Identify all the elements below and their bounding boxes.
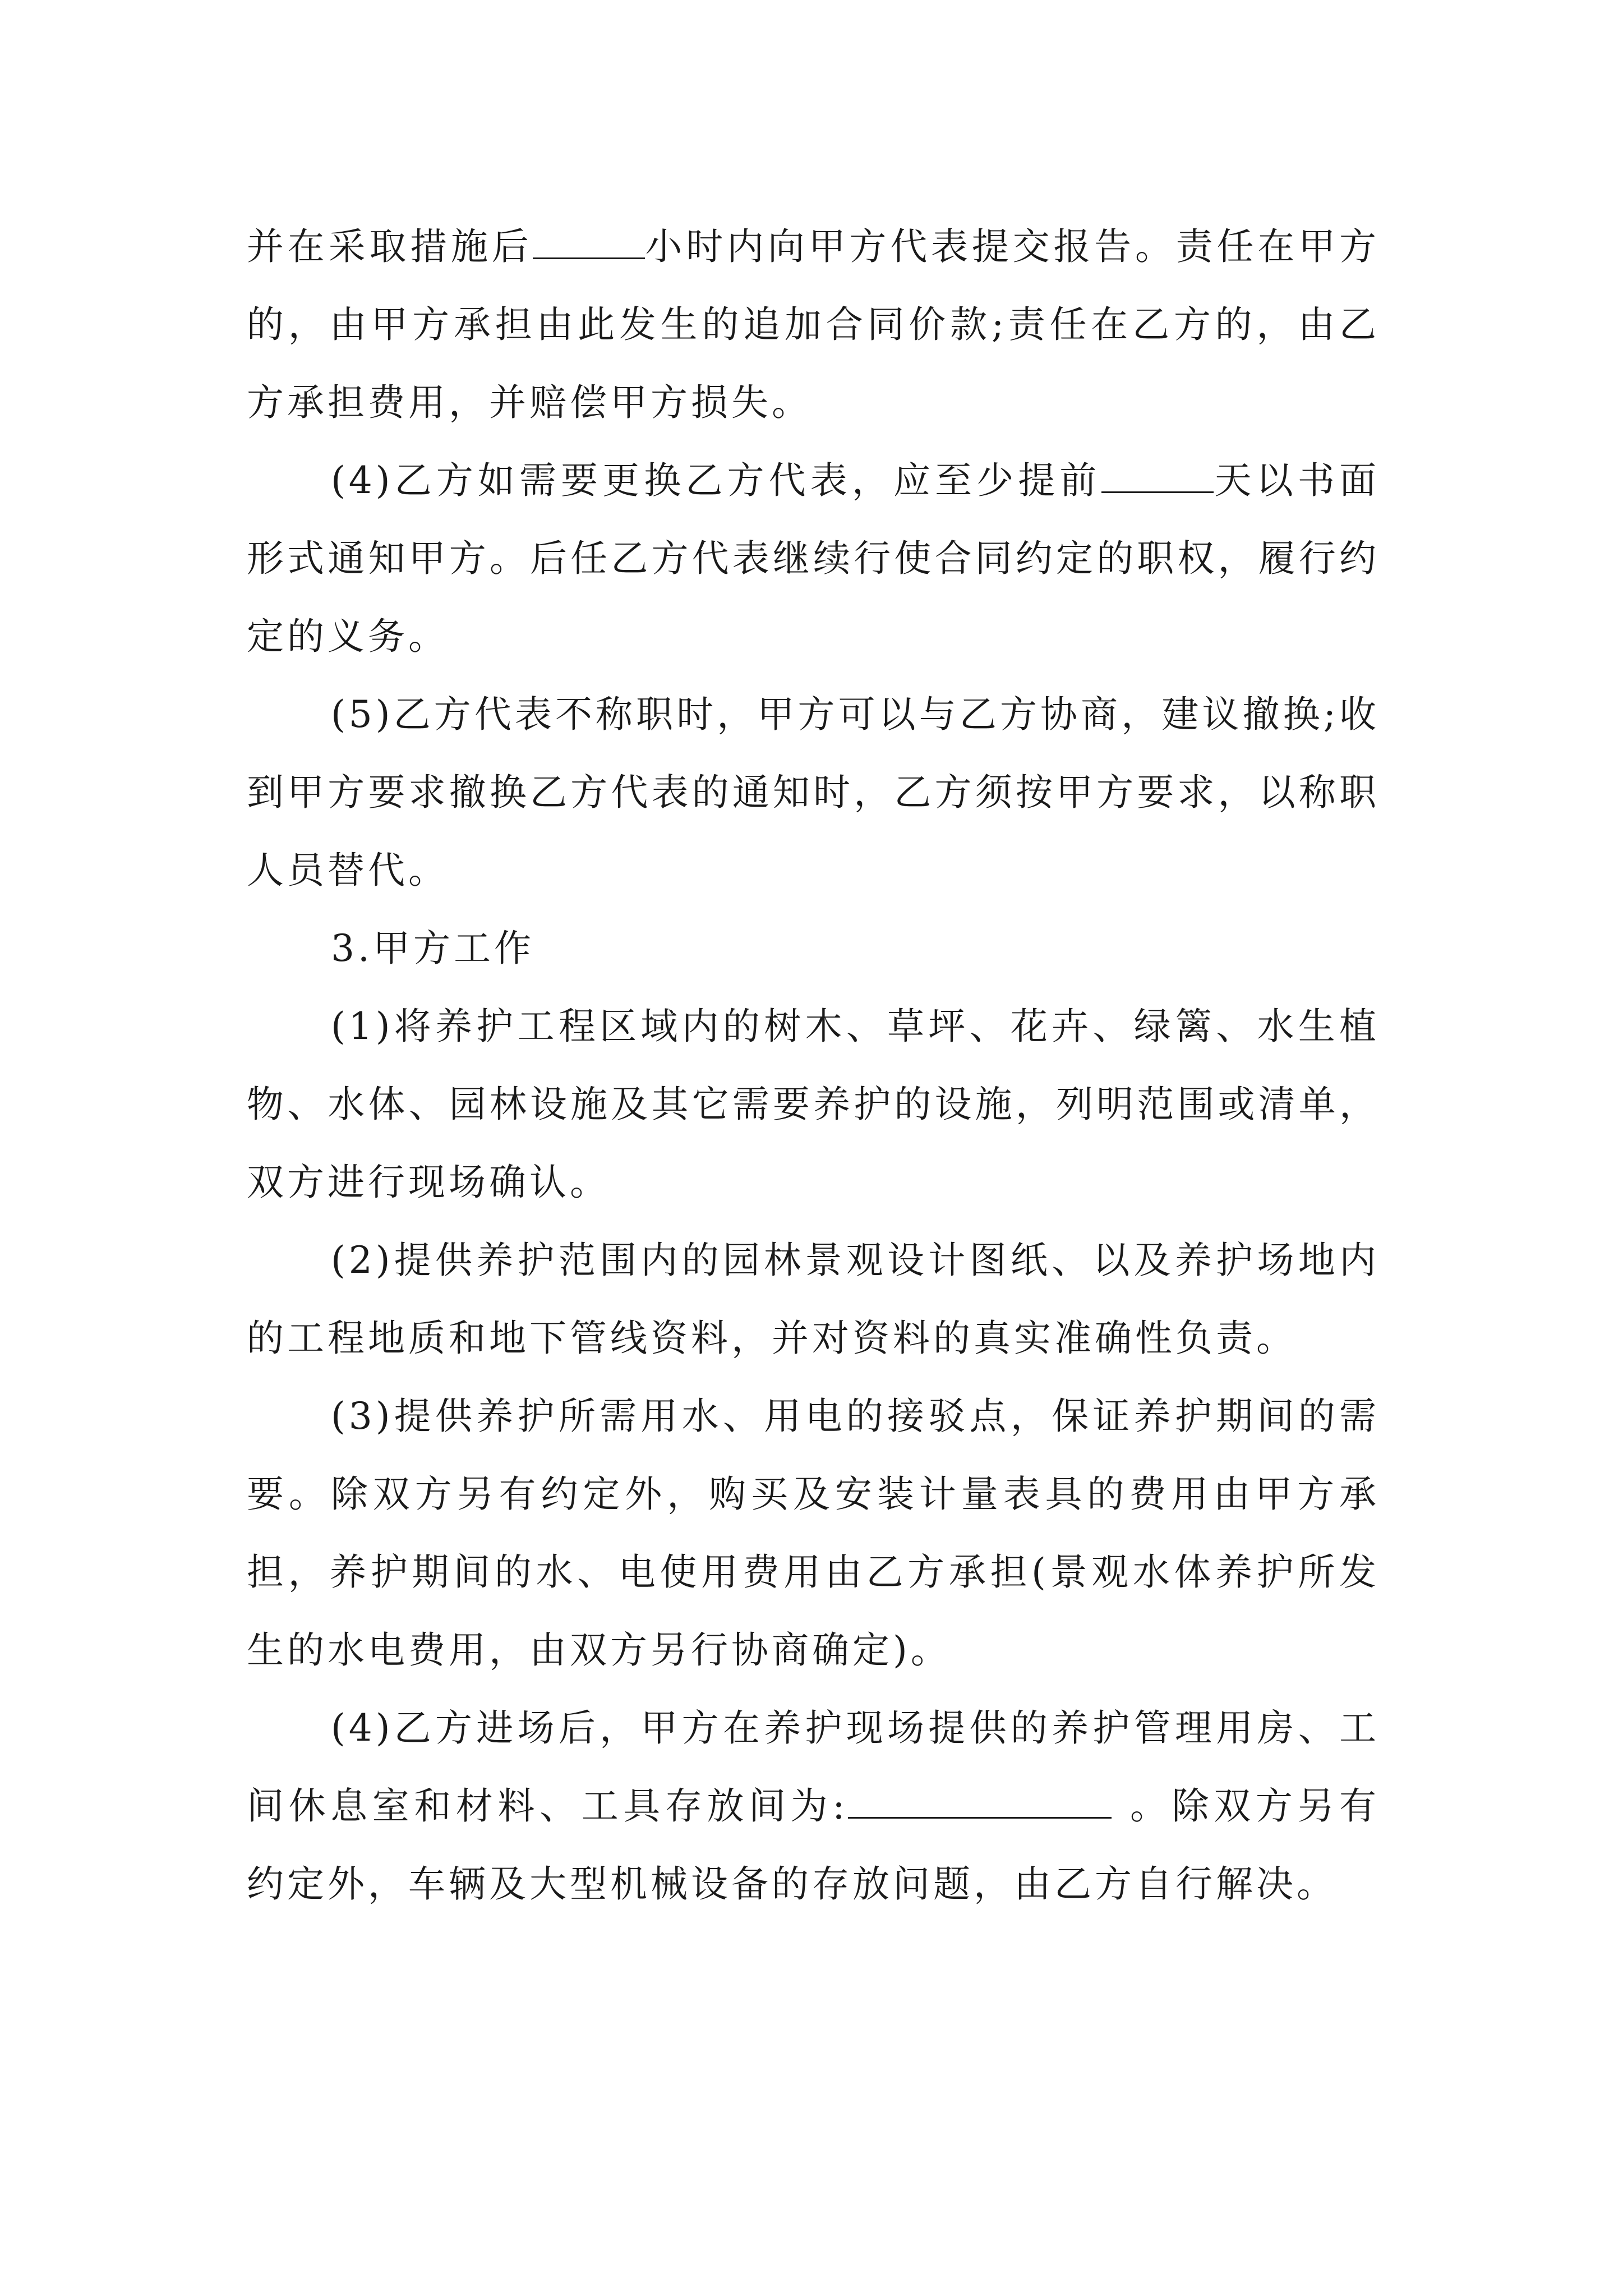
paragraph-text: (4)乙方进场后，甲方在养护现场提供的养护管理用房、工间休息室和材料、工具存放间为: xyxy=(247,1706,1380,1828)
paragraph-maintenance-scope: (1)将养护工程区域内的树木、草坪、花卉、绿篱、水生植物、水体、园林设施及其它需要养护的设施，列明范围或清单，双方进行现场确认。 xyxy=(247,1005,1380,1204)
days-blank xyxy=(1101,458,1214,493)
paragraph-site-facilities xyxy=(247,1689,1380,1923)
section-heading-party-a-work: 3.甲方工作 xyxy=(331,927,534,970)
paragraph-text: (4)乙方如需要更换乙方代表，应至少提前 xyxy=(331,459,1101,502)
paragraph-design-drawings: (2)提供养护范围内的园林景观设计图纸、以及养护场地内的工程地质和地下管线资料，并对资料的真实准确性负责。 xyxy=(247,1239,1380,1360)
paragraph-text: 。除双方另有约定外，车辆及大型机械设备的存放问题，由乙方自行解决。 xyxy=(247,1784,1380,1906)
document-body xyxy=(247,208,1380,1923)
paragraph-text: 小时内向甲方代表提交报告。责任在甲方的，由甲方承担由此发生的追加合同价款;责任在乙方的，由乙方承担费用，并赔偿甲方损失。 xyxy=(247,225,1380,424)
paragraph-text: 天以书面形式通知甲方。后任乙方代表继续行使合同约定的职权，履行约定的义务。 xyxy=(247,459,1380,658)
hours-blank xyxy=(533,224,645,259)
paragraph-replace-representative xyxy=(247,441,1380,675)
paragraph-incompetent-representative: (5)乙方代表不称职时，甲方可以与乙方协商，建议撤换;收到甲方要求撤换乙方代表的通知时，乙方须按甲方要求，以称职人员替代。 xyxy=(247,693,1380,892)
facilities-blank xyxy=(848,1783,1112,1819)
paragraph-water-electricity: (3)提供养护所需用水、用电的接驳点，保证养护期间的需要。除双方另有约定外，购买及安装计量表具的费用由甲方承担，养护期间的水、电使用费用由乙方承担(景观水体养护所发生的水电费用，由双方另行协商确定)。 xyxy=(247,1395,1380,1672)
paragraph-report-responsibility xyxy=(247,208,1380,441)
paragraph-text: 并在采取措施后 xyxy=(247,225,533,268)
